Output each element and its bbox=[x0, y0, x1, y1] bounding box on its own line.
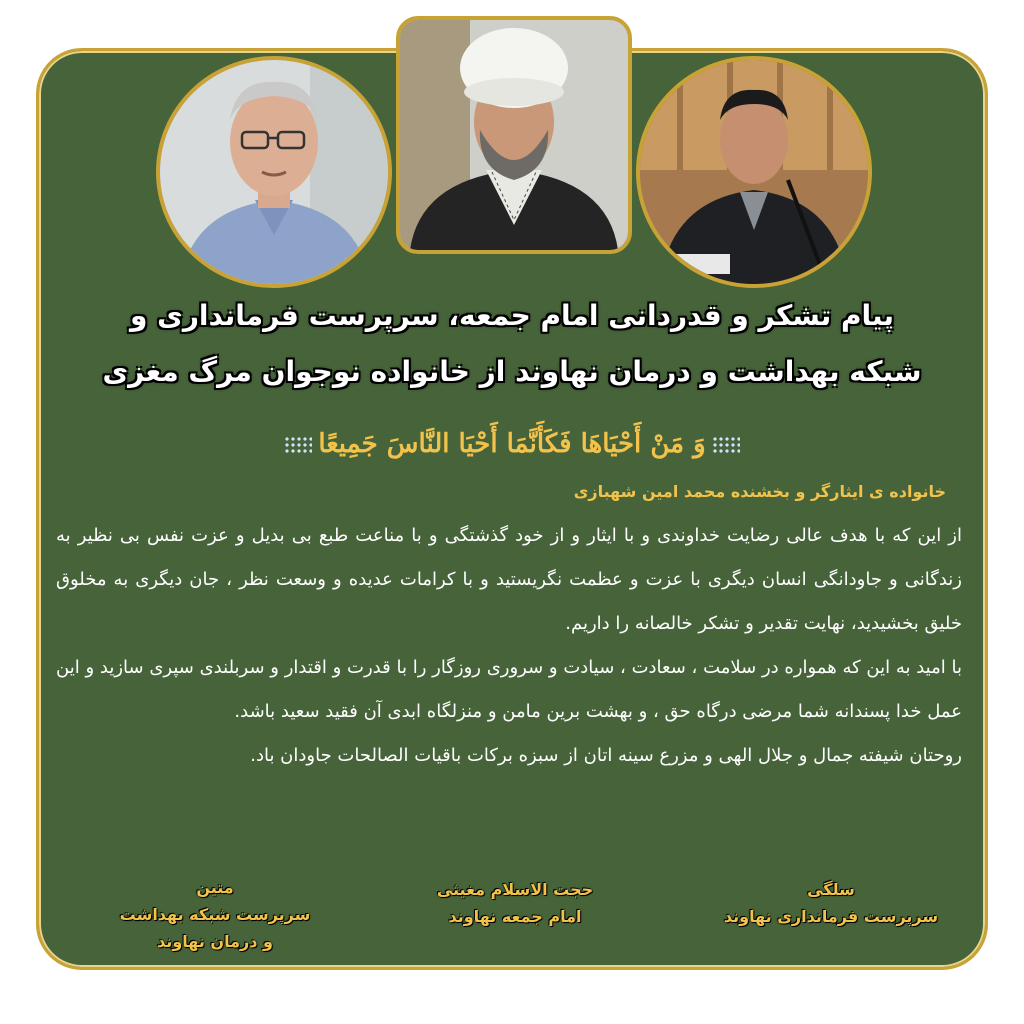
signature-name: متین bbox=[196, 878, 234, 897]
dots-ornament-icon bbox=[284, 436, 312, 454]
portrait-governor bbox=[636, 56, 872, 288]
signature-name: حجت الاسلام مغیثی bbox=[436, 880, 594, 899]
verse-text: وَ مَنْ أَحْيَاهَا فَكَأَنَّمَا أَحْيَا النَّاسَ جَمِيعًا bbox=[318, 429, 706, 459]
addressee: خانواده ی ایثارگر و بخشنده محمد امین شهبازی bbox=[573, 482, 946, 501]
signature-role: امام جمعه نهاوند bbox=[448, 907, 582, 926]
signature-role: سرپرست فرمانداری نهاوند bbox=[723, 907, 939, 926]
paragraph: از این که با هدف عالی رضایت خداوندی و با ایثار و از خود گذشتگی و با مناعت طبع بی بدیل و عزت نفس بی نظیر به زندگانی و جاودانگی انسان دیگری با عزت و عظمت نگریستید و با کرامات عدیده و وسعت نظر ، جان دیگری به مخلوق خلیق بخشیدید، نهایت تقدیر و تشکر خالصانه را داریم. bbox=[56, 525, 962, 634]
signature-health-network bbox=[100, 874, 330, 955]
signature-governor bbox=[716, 876, 946, 930]
dots-ornament-icon bbox=[712, 436, 740, 454]
letter-body bbox=[56, 514, 962, 778]
paragraph: روحتان شیفته جمال و جلال الهی و مزرع سینه اتان از سبزه برکات باقیات الصالحات جاودان باد. bbox=[250, 745, 962, 766]
quran-verse bbox=[200, 424, 824, 464]
paragraph: با امید به این که همواره در سلامت ، سعادت ، سیادت و سروری روزگار را با قدرت و اقتدار و سربلندی سپری سازید و این عمل خدا پسندانه شما مرضی درگاه حق ، و بهشت برین مامن و منزلگاه ابدی آن فقید سعید باشد. bbox=[56, 657, 962, 722]
title-line-1: پیام تشکر و قدردانی امام جمعه، سرپرست فرمانداری و bbox=[130, 299, 894, 332]
portrait-friday-imam bbox=[396, 16, 632, 254]
signature-role: و درمان نهاوند bbox=[157, 932, 273, 951]
title-line-2: شبکه بهداشت و درمان نهاوند از خانواده نوجوان مرگ مغزی bbox=[102, 355, 922, 388]
signature-name: سلگی bbox=[807, 880, 855, 899]
signature-role: سرپرست شبکه بهداشت bbox=[119, 905, 311, 924]
portrait-health-network-head bbox=[156, 56, 392, 288]
signature-imam bbox=[400, 876, 630, 930]
